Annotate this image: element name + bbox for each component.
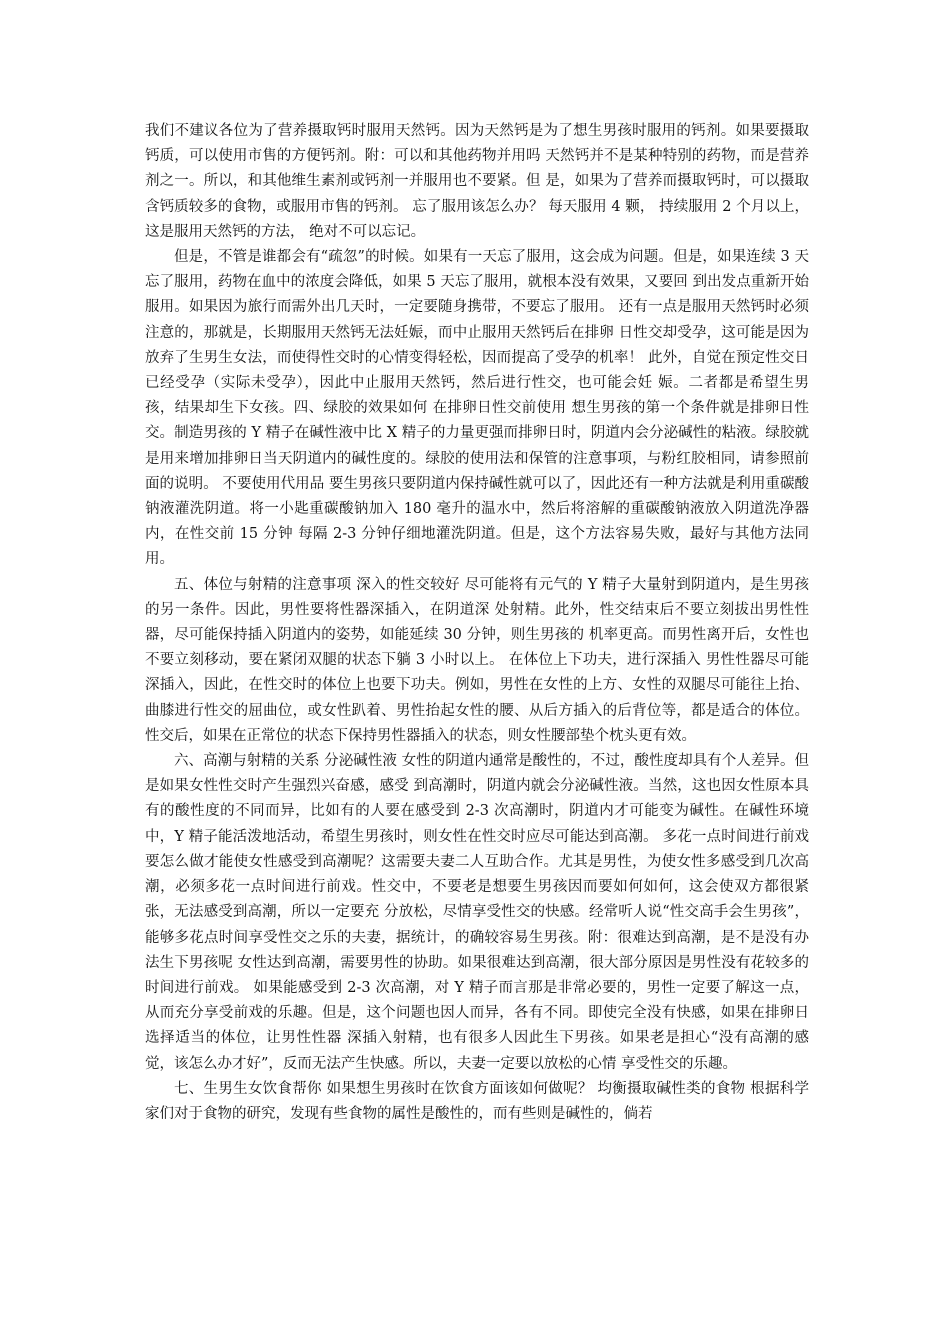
paragraph-orgasm-and-ejaculation: 六、高潮与射精的关系 分泌碱性液 女性的阴道内通常是酸性的，不过，酸性度却具有个人差异。但是如果女性性交时产生强烈兴奋感，感受 到高潮时，阴道内就会分泌碱性液。当然，这也因女性原本具有的酸性度的不同而异，比如有的人要在感受到 2-3 次高潮时，阴道内才可能变为碱性。在碱性环境中，Y 精子能活泼地活动，希望生男孩时，则女性在性交时应尽可能达到高潮。 多花一点时间进行前戏 要怎么做才能使女性感受到高潮呢？这需要夫妻二人互助合作。尤其是男性，为使女性多感受到几次高潮，必须多花一点时间进行前戏。性交中，不要老是想要生男孩因而要如何如何，这会使双方都很紧张，无法感受到高潮，所以一定要充 分放松，尽情享受性交的快感。经常听人说“性交高手会生男孩”，能够多花点时间享受性交之乐的夫妻，据统计，的确较容易生男孩。附：很难达到高潮，是不是没有办法生下男孩呢 女性达到高潮，需要男性的协助。如果很难达到高潮，很大部分原因是男性没有花较多的时间进行前戏。 如果能感受到 2-3 次高潮，对 Y 精子而言那是非常必要的，男性一定要了解这一点，从而充分享受前戏的乐趣。但是，这个问题也因人而异，各有不同。即使完全没有快感，如果在排卵日选择适当的体位，让男性性器 深插入射精，也有很多人因此生下男孩。如果老是担心“没有高潮的感觉，该怎么办才好”，反而无法产生快感。所以，夫妻一定要以放松的心情 享受性交的乐趣。 <box>145 753 809 1072</box>
paragraph-diet: 七、生男生女饮食帮你 如果想生男孩时在饮食方面该如何做呢？ 均衡摄取碱性类的食物 根据科学家们对于食物的研究，发现有些食物的属性是酸性的，而有些则是碱性的，倘若 <box>145 1080 809 1122</box>
document-body <box>145 119 809 1127</box>
paragraph-forgetting-and-green-gel: 但是，不管是谁都会有“疏忽”的时候。如果有一天忘了服用，这会成为问题。但是，如果连续 3 天忘了服用，药物在血中的浓度会降低，如果 5 天忘了服用，就根本没有效果，又要回 到出发点重新开始服用。如果因为旅行而需外出几天时，一定要随身携带，不要忘了服用。 还有一点是服用天然钙时必须注意的，那就是，长期服用天然钙无法妊娠，而中止服用天然钙后在排卵 日性交却受孕，这可能是因为放弃了生男生女法，而使得性交时的心情变得轻松，因而提高了受孕的机率！ 此外，自觉在预定性交日已经受孕（实际未受孕），因此中止服用天然钙，然后进行性交，也可能会妊 娠。二者都是希望生男孩，结果却生下女孩。四、绿胶的效果如何 在排卵日性交前使用 想生男孩的第一个条件就是排卵日性交。制造男孩的 Y 精子在碱性液中比 X 精子的力量更强而排卵日时，阴道内会分泌碱性的粘液。绿胶就是用来增加排卵日当天阴道内的碱性度的。绿胶的使用法和保管的注意事项，与粉红胶相同，请参照前面的说明。 不要使用代用品 要生男孩只要阴道内保持碱性就可以了，因此还有一种方法就是利用重碳酸钠液灌洗阴道。将一小匙重碳酸钠加入 180 毫升的温水中，然后将溶解的重碳酸钠液放入阴道洗净器内，在性交前 15 分钟 每隔 2-3 分钟仔细地灌洗阴道。但是，这个方法容易失败，最好与其他方法同用。 <box>145 249 809 568</box>
paragraph-position-and-ejaculation: 五、体位与射精的注意事项 深入的性交较好 尽可能将有元气的 Y 精子大量射到阴道内，是生男孩的另一条件。因此，男性要将性器深插入，在阴道深 处射精。此外，性交结束后不要立刻拔出男性性器，尽可能保持插入阴道内的姿势，如能延续 30 分钟，则生男孩的 机率更高。而男性离开后，女性也不要立刻移动，要在紧闭双腿的状态下躺 3 小时以上。 在体位上下功夫，进行深插入 男性性器尽可能深插入，因此，在性交时的体位上也要下功夫。例如，男性在女性的上方、女性的双腿尽可能往上抬、曲膝进行性交的屈曲位，或女性趴着、男性抬起女性的腰、从后方插入的后背位等，都是适合的体位。 性交后，如果在正常位的状态下保持男性器插入的状态，则女性腰部垫个枕头更有效。 <box>145 576 809 744</box>
paragraph-calcium-advice: 我们不建议各位为了营养摄取钙时服用天然钙。因为天然钙是为了想生男孩时服用的钙剂。如果要摄取 钙质，可以使用市售的方便钙剂。附：可以和其他药物并用吗 天然钙并不是某种特别的药物，而是营养剂之一。所以，和其他维生素剂或钙剂一并服用也不要紧。但 是，如果为了营养而摄取钙时，可以摄取含钙质较多的食物，或服用市售的钙剂。 忘了服用该怎么办？ 每天服用 4 颗， 持续服用 2 个月以上， 这是服用天然钙的方法， 绝对不可以忘记。 <box>145 123 809 240</box>
